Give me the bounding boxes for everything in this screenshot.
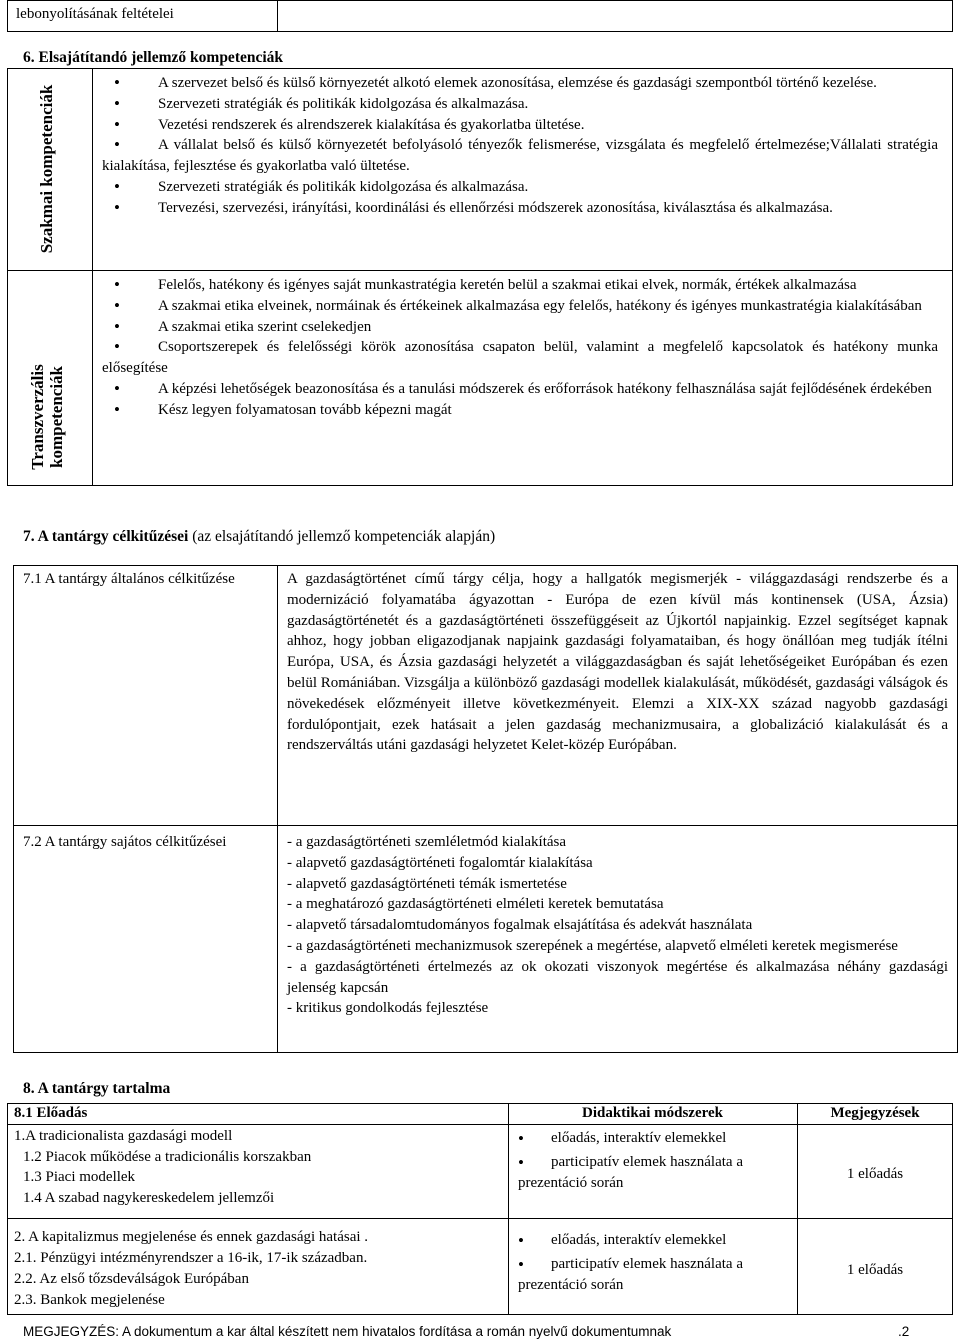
- content-row-2-note: 1 előadás: [846, 1262, 904, 1278]
- list-item: - a gazdaságtörténeti szemléletmód kialakítása: [287, 834, 567, 850]
- section-7-heading: 7. A tantárgy célkitűzései (az elsajátítandó jellemző kompetenciák alapján): [23, 528, 496, 545]
- list-item: • Szervezeti stratégiák és politikák kidolgozása és alkalmazása.: [102, 177, 938, 198]
- topic-line: 2.2. Az első tőzsdeválságok Európában: [14, 1271, 249, 1287]
- list-item: • Vezetési rendszerek és alrendszerek kialakítása és gyakorlatba ültetése.: [102, 115, 938, 136]
- szakmai-label: Szakmai kompetenciák: [37, 84, 56, 254]
- footer-note: MEGJEGYZÉS: A dokumentum a kar által készített nem hivatalos fordítása a román nyelvű dokumentumnak: [23, 1324, 672, 1339]
- topic-line: 2. A kapitalizmus megjelenése és ennek gazdasági hatásai .: [14, 1229, 369, 1245]
- list-item: - a gazdaságtörténeti mechanizmusok szerepének a megértése, alapvető elméleti keretek megismerése: [287, 937, 898, 954]
- content-row-1-topics: [14, 1126, 311, 1208]
- list-item: - a meghatározó gazdaságtörténeti elméleti keretek bemutatása: [287, 896, 664, 913]
- content-row-2-methods: • előadás, interaktív elemekkel • participatív elemek használata a prezentáció során: [518, 1231, 743, 1293]
- bullet-icon: •: [518, 1255, 524, 1274]
- bullet-icon: •: [518, 1231, 524, 1250]
- topic-line: 1.4 A szabad nagykereskedelem jellemzői: [23, 1189, 275, 1206]
- szakmai-list: [102, 73, 938, 219]
- list-item: • Csoportszerepek és felelősségi körök azonosítása csapaton belül, valamint a megfelelő kapcsolatok és hatékony munka elősegítése: [102, 337, 938, 379]
- list-item: • Felelős, hatékony és igényes saját munkastratégia keretén belül a szakmai etikai elvek, normák, értékek alkalmazása: [102, 275, 938, 296]
- col-header-methods: Didaktikai módszerek: [582, 1105, 723, 1121]
- list-item: - alapvető gazdaságtörténeti fogalomtár kialakítása: [287, 854, 593, 871]
- bullet-icon: •: [518, 1129, 524, 1148]
- content-row-1-note: 1 előadás: [846, 1166, 904, 1182]
- topic-line: 1.3 Piaci modellek: [23, 1169, 136, 1185]
- top-row-label: lebonyolításának feltételei: [16, 6, 174, 22]
- objective-general-text: A gazdaságtörténet című tárgy célja, hogy a hallgatók megismerjék - világgazdasági rendszerbe és a modernizáció folyamatába ágyazottan - Európa de ezen kívül más kontinensek (USA, Ázsia) gazdaságtörténetét és a gazdaságtörténeti összefüggéseit az Újkortól napjainkig. Ezzel segítséget kapnak ahhoz, hogy jobban eligazodjanak napjaink gazdasági folyamataiban, és hogy önállóan meg tudják ítélni Európa, USA, és Ázsia gazdasági helyzetét a világgazdaságban és saját lehetőségeiket Európában és ezen belül Romániában. Vizsgálja a különböző gazdasági modellek kialakulását, működését, gazdasági válságok és növekedések előzményeit illetve következményeit. Elemzi a XIX-XX század nagyobb gazdasági fordulópontjait, ezek hatásait a jelen gazdaság mechanizmusaira, a globalizáció kialakulását és a rendszerváltás utáni gazdasági helyzetet Kelet-közép Európában.: [287, 571, 948, 754]
- section-8-heading: 8. A tantárgy tartalma: [23, 1080, 171, 1097]
- list-item: • Tervezési, szervezési, irányítási, koordinálási és ellenőrzési módszerek azonosítása, kiválasztása és alkalmazása.: [102, 198, 938, 219]
- objective-specific-label: 7.2 A tantárgy sajátos célkitűzései: [23, 834, 227, 850]
- col-header-notes: Megjegyzések: [830, 1105, 920, 1121]
- topic-line: 2.1. Pénzügyi intézményrendszer a 16-ik, 17-ik században.: [14, 1250, 368, 1266]
- transzverzalis-list: [102, 275, 938, 421]
- section-6-heading: 6. Elsajátítandó jellemző kompetenciák: [23, 49, 284, 66]
- content-row-2-topics: [14, 1227, 368, 1311]
- list-item: • A szakmai etika elveinek, normáinak és értékeinek alkalmazása egy felelős, hatékony és igényes munkastratégia kialakításában: [102, 296, 938, 317]
- col-header-lecture: 8.1 Előadás: [14, 1105, 88, 1121]
- transzverzalis-label-1: Transzverzális: [28, 364, 47, 470]
- topic-line: 1.A tradicionalista gazdasági modell: [14, 1128, 233, 1144]
- bullet-icon: •: [518, 1153, 524, 1172]
- list-item: - a gazdaságtörténeti értelmezés az ok okozati viszonyok megértése és alkalmazása néhány gazdasági jelenség kapcsán: [287, 958, 948, 996]
- list-item: • A képzési lehetőségek beazonosítása és a tanulási módszerek és erőforrások hatékony felhasználása saját fejlődésének érdekében: [102, 379, 938, 400]
- list-item: • Kész legyen folyamatosan tovább képezni magát: [102, 400, 938, 421]
- list-item: • A szakmai etika szerint cselekedjen: [102, 317, 938, 338]
- list-item: - alapvető társadalomtudományos fogalmak elsajátítása és adekvát használata: [287, 917, 753, 934]
- list-item: • A vállalat belső és külső környezetét befolyásoló tényezők felismerése, vizsgálata és megfelelő értelmezése;Vállalati stratégia kialakítása, fejlesztése és gyakorlatba való ültetése.: [102, 135, 938, 177]
- list-item: - alapvető gazdaságtörténeti témák ismertetése: [287, 875, 567, 892]
- list-item: - kritikus gondolkodás fejlesztése: [287, 1000, 489, 1017]
- transzverzalis-label-2: kompetenciák: [47, 366, 66, 468]
- content-row-1-methods: • előadás, interaktív elemekkel • participatív elemek használata a prezentáció során: [518, 1129, 743, 1191]
- objective-specific-list: [287, 832, 948, 1019]
- list-item: • A szervezet belső és külső környezetét alkotó elemek azonosítása, elemzése és gazdasági szempontból történő kezelése.: [102, 73, 938, 94]
- topic-line: 2.3. Bankok megjelenése: [14, 1292, 165, 1308]
- page-number: .2: [898, 1324, 910, 1339]
- topic-line: 1.2 Piacok működése a tradicionális korszakban: [23, 1148, 312, 1165]
- list-item: • Szervezeti stratégiák és politikák kidolgozása és alkalmazása.: [102, 94, 938, 115]
- objective-general-label: 7.1 A tantárgy általános célkitűzése: [23, 571, 235, 587]
